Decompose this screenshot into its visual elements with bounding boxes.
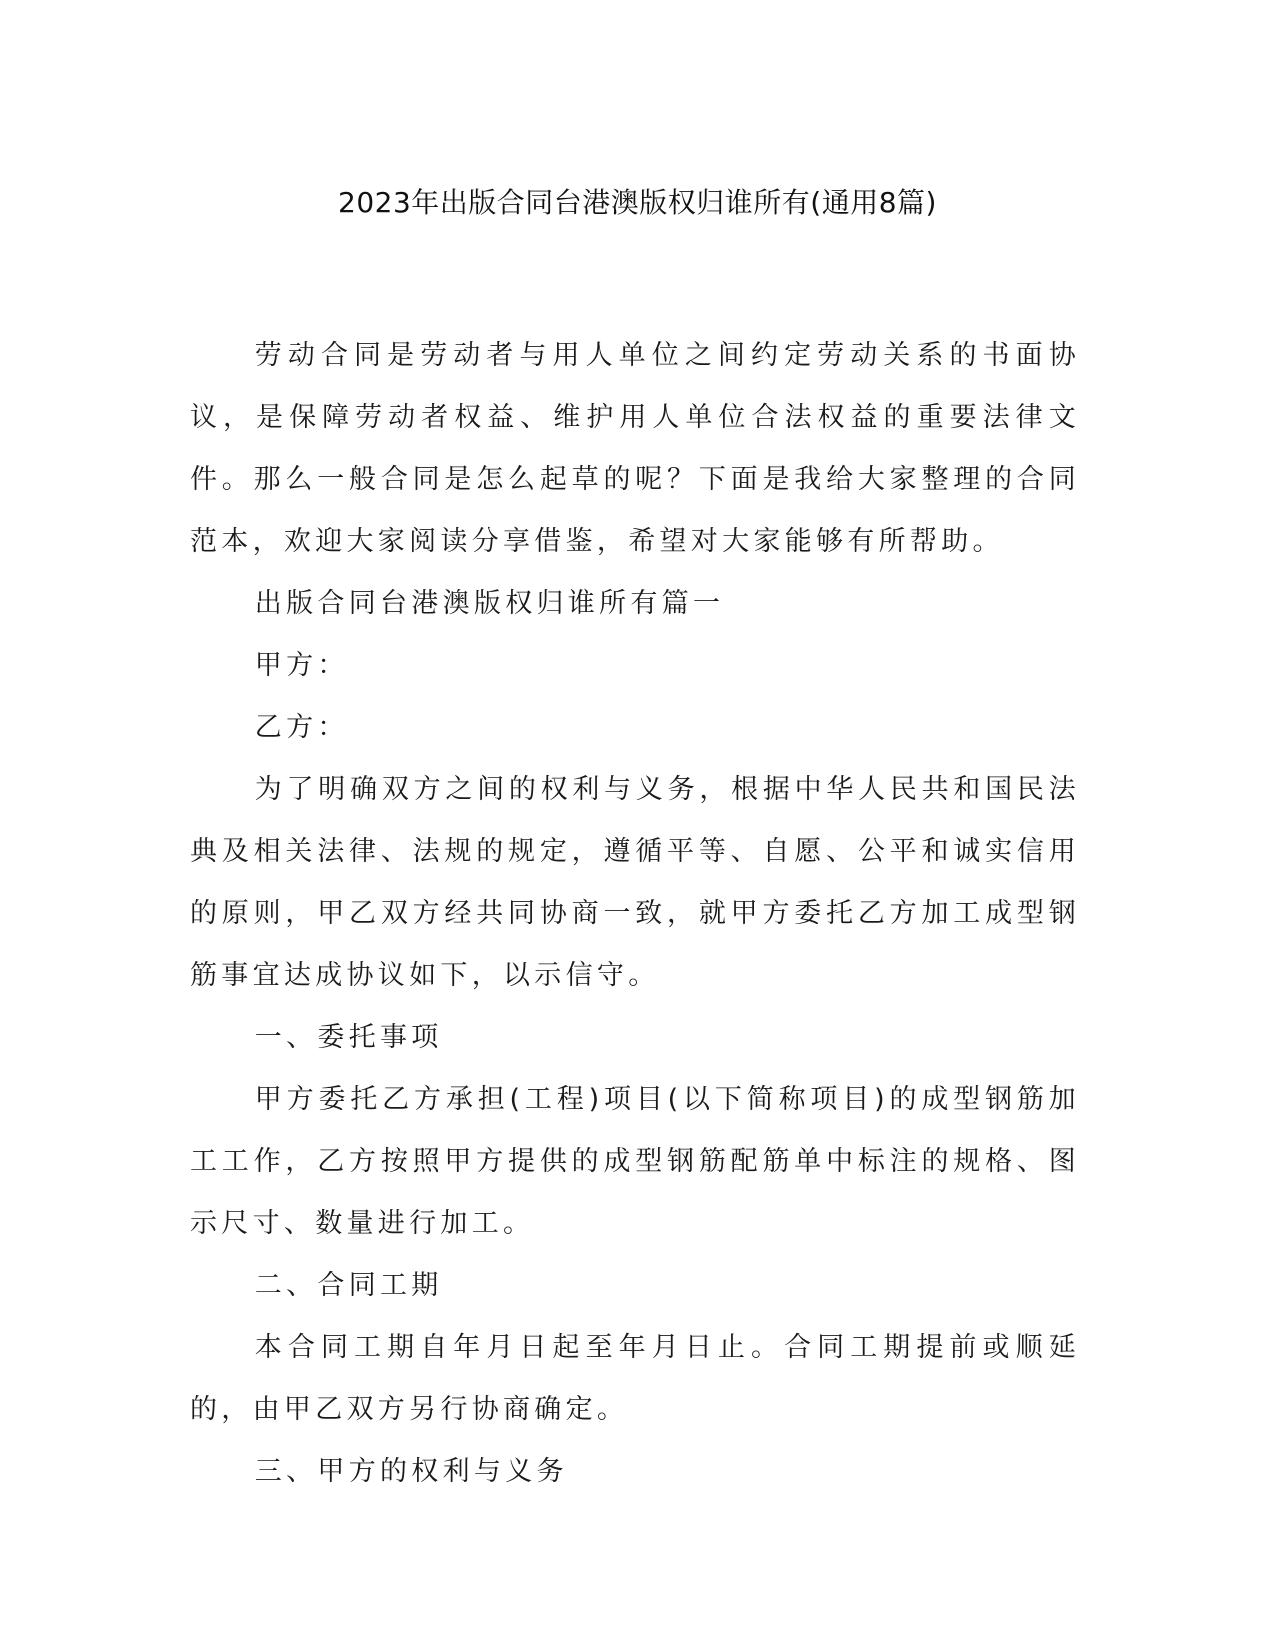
clause-heading-2: 二、合同工期	[254, 1270, 443, 1301]
intro-paragraph: 劳动合同是劳动者与用人单位之间约定劳动关系的书面协议，是保障劳动者权益、维护用人单位合法权益的重要法律文件。那么一般合同是怎么起草的呢？下面是我给大家整理的合同范本，欢迎大家阅读分享借鉴，希望对大家能够有所帮助。	[190, 340, 1080, 557]
party-b-line: 乙方：	[254, 712, 349, 743]
clause-2-paragraph: 本合同工期自年月日起至年月日止。合同工期提前或顺延的，由甲乙双方另行协商确定。	[190, 1332, 1080, 1425]
document-body	[190, 325, 1080, 1503]
preamble-paragraph: 为了明确双方之间的权利与义务，根据中华人民共和国民法典及相关法律、法规的规定，遵循平等、自愿、公平和诚实信用的原则，甲乙双方经共同协商一致，就甲方委托乙方加工成型钢筋事宜达成协议如下，以示信守。	[190, 774, 1080, 991]
clause-heading-3: 三、甲方的权利与义务	[254, 1456, 568, 1487]
document-title: 2023年出版合同台港澳版权归谁所有(通用8篇)	[338, 186, 937, 219]
party-a-line: 甲方：	[254, 650, 349, 681]
clause-1-paragraph: 甲方委托乙方承担(工程)项目(以下简称项目)的成型钢筋加工工作，乙方按照甲方提供的成型钢筋配筋单中标注的规格、图示尺寸、数量进行加工。	[190, 1084, 1080, 1239]
clause-heading-1: 一、委托事项	[254, 1022, 443, 1053]
section-heading-part-one: 出版合同台港澳版权归谁所有篇一	[254, 588, 725, 619]
